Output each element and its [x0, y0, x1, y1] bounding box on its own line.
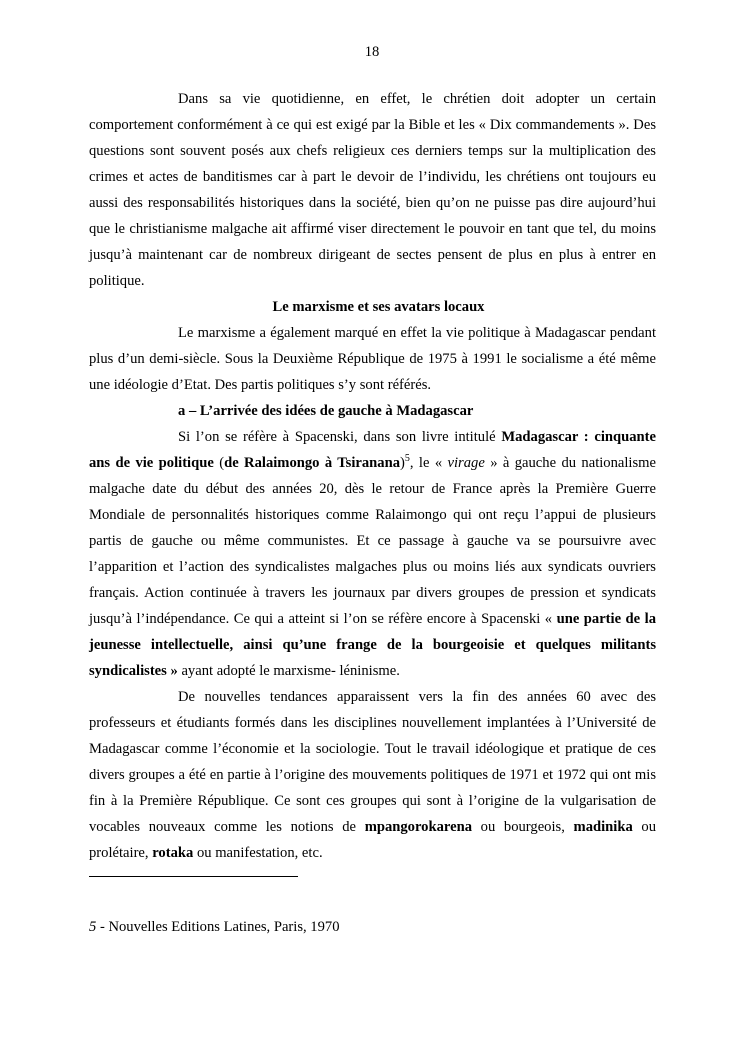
- footnote: [89, 917, 656, 937]
- text-run: ): [400, 455, 405, 471]
- text-run: Si l’on se réfère à Spacenski, dans son livre intitulé: [178, 429, 502, 445]
- text-run: ou bourgeois,: [472, 819, 574, 835]
- footnote-separator: [89, 876, 298, 877]
- text-run: » à gauche du nationalisme malgache date du début des années 20, dès le retour de France après la Première Guerre Mondiale de personnalités historiques comme Ralaimongo qui ont reçu l’appui de plusieurs partis de gauche ou même communistes. Et ce passage à gauche va se poursuivre avec l’apparition et l’action des syndicalistes malgaches plus ou moins liés aux syndicats ouvriers français. Action continuée à travers les journaux par divers groupes de pression et syndicats jusqu’à l’indépendance. Ce qui a atteint si l’on se réfère encore à Spacenski «: [89, 455, 656, 627]
- emphasis-virage: virage: [447, 455, 485, 471]
- text-run: , le «: [409, 455, 448, 471]
- text-run: ou prolétaire,: [89, 819, 657, 861]
- term-mpangorokarena: mpangorokarena: [364, 819, 472, 835]
- subsection-heading: a – L’arrivée des idées de gauche à Madagascar: [178, 403, 474, 419]
- spacenski-quote: une partie de la jeunesse intellectuelle, ainsi qu’une frange de la bourgeoisie et quelques militants syndicalistes »: [89, 611, 656, 679]
- book-subtitle: de Ralaimongo à Tsiranana: [224, 455, 400, 471]
- footnote-text: - Nouvelles Editions Latines, Paris, 1970: [96, 919, 340, 935]
- page-number: 18: [364, 44, 380, 60]
- text-run: (: [213, 455, 225, 471]
- document-body: [89, 86, 656, 866]
- section-heading: Le marxisme et ses avatars locaux: [272, 299, 485, 315]
- paragraph-marxism-intro: Le marxisme a également marqué en effet la vie politique à Madagascar pendant plus d’un demi-siècle. Sous la Deuxième République de 1975 à 1991 le socialisme a été même une idéologie d’Etat. Des partis politiques s’y sont référés.: [89, 325, 656, 393]
- paragraph-new-tendencies: [89, 684, 656, 866]
- book-title: Madagascar : cinquante ans de vie politique: [89, 429, 656, 471]
- term-rotaka: rotaka: [152, 845, 194, 861]
- text-run: ou manifestation, etc.: [193, 845, 323, 861]
- text-run: De nouvelles tendances apparaissent vers la fin des années 60 avec des professeurs et étudiants formés dans les disciplines nouvellement implantées à l’Université de Madagascar comme l’économie et la sociologie. Tout le travail idéologique et pratique de ces divers groupes a été en partie à l’origine des mouvements politiques de 1971 et 1972 qui ont mis fin à la Première République. Ce sont ces groupes qui sont à l’origine de la vulgarisation de vocables nouveaux comme les notions de: [89, 689, 656, 835]
- text-run: ayant adopté le marxisme- léninisme.: [177, 663, 400, 679]
- paragraph-christianity: Dans sa vie quotidienne, en effet, le chrétien doit adopter un certain comportement conformément à ce qui est exigé par la Bible et les « Dix commandements ». Des questions sont souvent posés aux chefs religieux ces derniers temps sur la multiplication des crimes et actes de banditismes car à part le devoir de l’individu, les chrétiens ont toujours eu aussi des responsabilités historiques dans la société, bien qu’on ne puisse pas dire aujourd’hui que le christianisme malgache ait affirmé viser directement le pouvoir en tant que tel, du moins jusqu’à maintenant car de nombreux dirigeant de sectes pensent de plus en plus à entrer en politique.: [89, 91, 656, 289]
- term-madinika: madinika: [573, 819, 633, 835]
- footnote-reference[interactable]: 5: [404, 453, 410, 464]
- paragraph-spacenski: [89, 424, 656, 684]
- footnote-number: 5: [89, 919, 97, 935]
